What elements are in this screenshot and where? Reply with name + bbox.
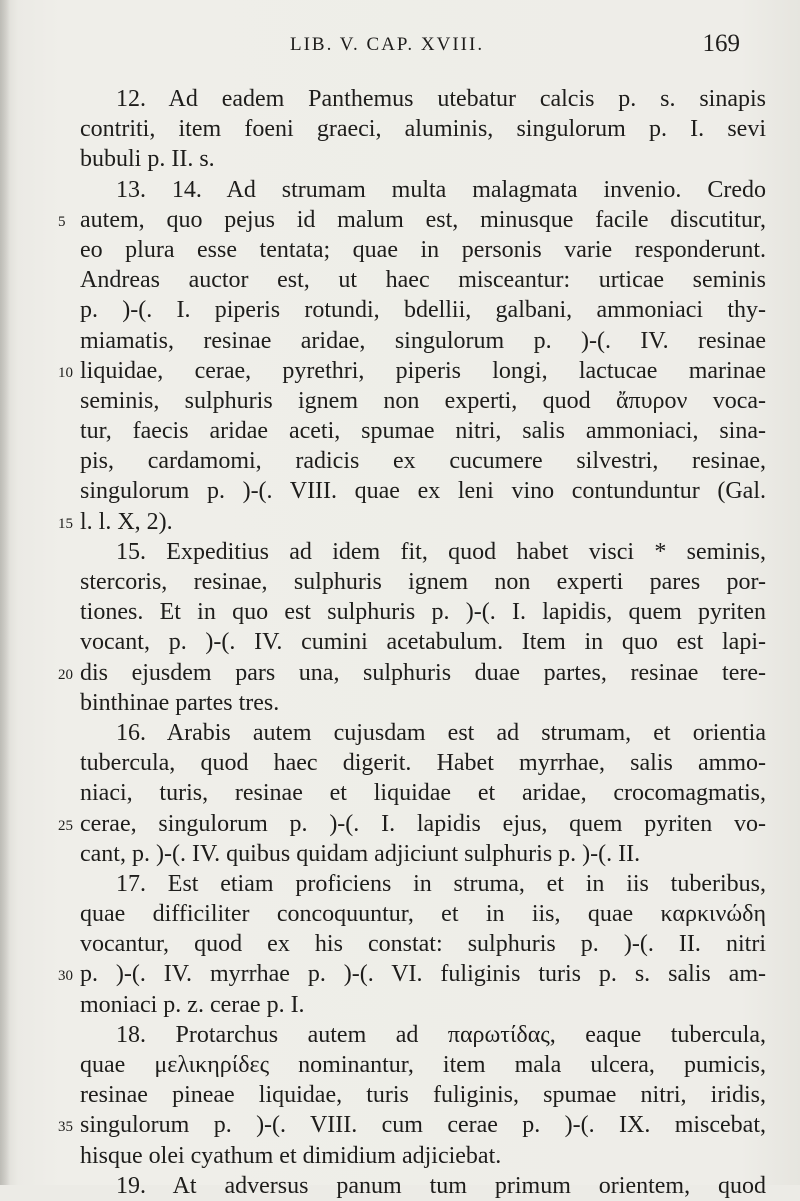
line-number: 25 — [58, 817, 73, 834]
line-text: contriti, item foeni graeci, aluminis, singulorum p. I. sevi — [80, 116, 766, 143]
line-text: moniaci p. z. cerae p. I. — [80, 991, 305, 1018]
text-line — [80, 476, 766, 506]
line-text: 17. Est etiam proficiens in struma, et in iis tuberibus, — [116, 870, 766, 897]
line-text: binthinae partes tres. — [80, 689, 280, 716]
line-number: 15 — [58, 515, 73, 532]
text-line — [80, 1171, 766, 1201]
text-line — [80, 990, 766, 1020]
text-line — [80, 929, 766, 959]
text-line — [58, 507, 766, 537]
running-head: LIB. V. CAP. XVIII. — [290, 34, 485, 55]
line-number: 5 — [58, 213, 66, 230]
text-line — [58, 205, 766, 235]
line-text: seminis, sulphuris ignem non experti, quod ἄπυρον voca- — [80, 387, 766, 414]
line-text: p. )-(. IV. myrrhae p. )-(. VI. fuliginis turis p. s. salis am- — [80, 961, 766, 988]
line-text: 12. Ad eadem Panthemus utebatur calcis p. s. sinapis — [116, 86, 766, 112]
text-line — [80, 386, 766, 416]
page-gutter-shadow — [0, 0, 10, 1185]
line-text: l. l. X, 2). — [80, 508, 173, 535]
line-text: resinae pineae liquidae, turis fuliginis, spumae nitri, iridis, — [80, 1082, 766, 1109]
text-line — [80, 235, 766, 265]
line-text: eo plura esse tentata; quae in personis varie responderunt. — [80, 236, 766, 263]
line-text: dis ejusdem pars una, sulphuris duae partes, resinae tere- — [80, 659, 766, 686]
line-text: autem, quo pejus id malum est, minusque facile discutitur, — [80, 206, 766, 233]
text-line — [80, 537, 766, 567]
line-number: 10 — [58, 364, 73, 381]
line-text: 15. Expeditius ad idem fit, quod habet visci * seminis, — [116, 538, 766, 565]
text-line — [80, 1050, 766, 1080]
text-line — [80, 869, 766, 899]
text-line — [80, 1020, 766, 1050]
text-line — [80, 175, 766, 205]
text-line — [58, 959, 766, 989]
body-text — [58, 84, 766, 1201]
text-line — [80, 778, 766, 808]
text-line — [58, 1110, 766, 1140]
line-text: cant, p. )-(. IV. quibus quidam adjiciunt sulphuris p. )-(. II. — [80, 840, 641, 867]
page-number: 169 — [702, 30, 740, 57]
line-text: stercoris, resinae, sulphuris ignem non experti pares por- — [80, 569, 766, 595]
text-line — [58, 809, 766, 839]
line-text: tiones. Et in quo est sulphuris p. )-(. I. lapidis, quem pyriten — [80, 599, 766, 626]
text-line — [80, 416, 766, 446]
text-line — [80, 295, 766, 325]
text-line — [80, 326, 766, 356]
line-text: 13. 14. Ad strumam multa malagmata invenio. Credo — [116, 176, 766, 203]
text-line — [80, 265, 766, 295]
line-text: liquidae, cerae, pyrethri, piperis longi, lactucae marinae — [80, 357, 766, 384]
text-line — [80, 839, 766, 869]
line-text: pis, cardamomi, radicis ex cucumere silvestri, resinae, — [80, 448, 766, 475]
text-line — [80, 1141, 766, 1171]
line-text: miamatis, resinae aridae, singulorum p. )-(. IV. resinae — [80, 327, 766, 354]
text-line — [80, 597, 766, 627]
line-text: 18. Protarchus autem ad παρωτίδας, eaque tubercula, — [116, 1021, 766, 1048]
line-text: singulorum p. )-(. VIII. cum cerae p. )-(. IX. miscebat, — [80, 1112, 766, 1139]
text-line — [58, 356, 766, 386]
text-line — [80, 567, 766, 597]
text-line — [80, 748, 766, 778]
text-line — [80, 899, 766, 929]
line-number: 35 — [58, 1119, 73, 1136]
text-line — [80, 1080, 766, 1110]
text-line — [80, 84, 766, 114]
page-header — [80, 30, 740, 66]
line-text: tubercula, quod haec digerit. Habet myrrhae, salis ammo- — [80, 750, 766, 777]
text-line — [80, 718, 766, 748]
line-text: bubuli p. II. s. — [80, 146, 215, 173]
line-number: 20 — [58, 666, 73, 683]
line-text: vocant, p. )-(. IV. cumini acetabulum. Item in quo est lapi- — [80, 629, 766, 656]
text-line — [80, 114, 766, 144]
line-text: p. )-(. I. piperis rotundi, bdellii, galbani, ammoniaci thy- — [80, 297, 766, 324]
text-line — [80, 446, 766, 476]
text-line — [58, 658, 766, 688]
line-text: cerae, singulorum p. )-(. I. lapidis ejus, quem pyriten vo- — [80, 810, 766, 837]
text-line — [80, 688, 766, 718]
text-line — [80, 627, 766, 657]
line-text: quae μελικηρίδες nominantur, item mala ulcera, pumicis, — [80, 1052, 766, 1078]
text-line — [80, 144, 766, 174]
line-text: singulorum p. )-(. VIII. quae ex leni vino contunduntur (Gal. — [80, 478, 766, 505]
line-text: quae difficiliter concoquuntur, et in iis, quae καρκινώδη — [80, 901, 766, 928]
line-number: 30 — [58, 968, 73, 985]
line-text: niaci, turis, resinae et liquidae et aridae, crocomagmatis, — [80, 780, 766, 807]
line-text: hisque olei cyathum et dimidium adjiciebat. — [80, 1142, 502, 1169]
line-text: tur, faecis aridae aceti, spumae nitri, salis ammoniaci, sina- — [80, 418, 766, 445]
line-text: vocantur, quod ex his constat: sulphuris p. )-(. II. nitri — [80, 931, 766, 958]
line-text: Andreas auctor est, ut haec misceantur: urticae seminis — [80, 267, 766, 294]
line-text: 19. At adversus panum tum primum orientem, quod — [116, 1172, 766, 1199]
line-text: 16. Arabis autem cujusdam est ad strumam, et orientia — [116, 719, 766, 746]
